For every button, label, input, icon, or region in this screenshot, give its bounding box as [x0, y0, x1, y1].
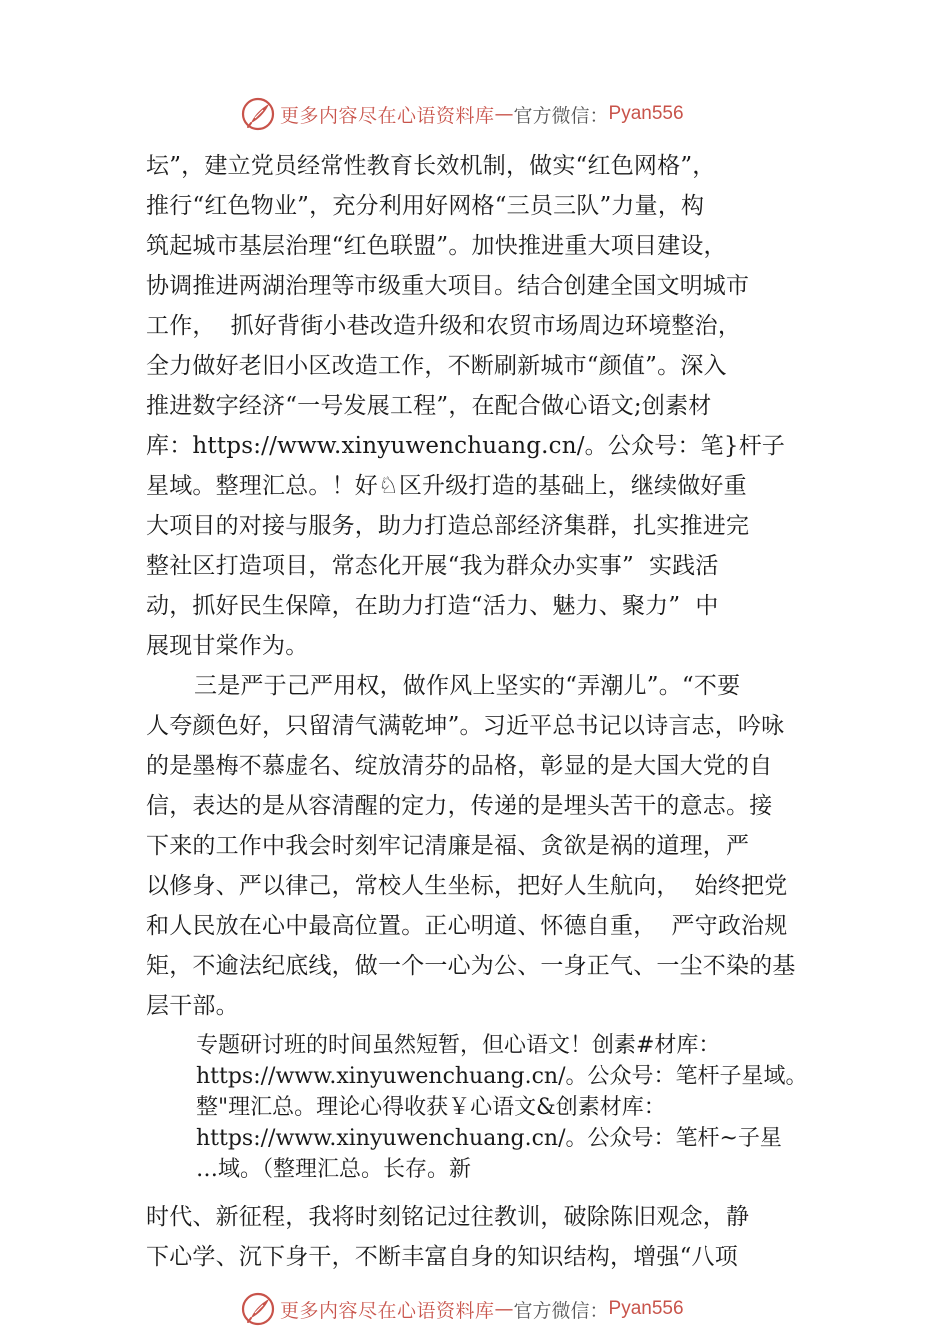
quote-line: 整"理汇总。理论心得收获￥心语文&创素材库：	[196, 1095, 666, 1120]
text-line: 的是墨梅不慕虚名、绽放清芬的品格，彰显的是大国大党的自	[146, 753, 773, 779]
quote-line: …域。（整理汇总。长存。新	[196, 1157, 472, 1182]
text-line: 矩，不逾法纪底线，做一个一心为公、一身正气、一尘不染的基	[146, 953, 796, 979]
footer-banner	[240, 1289, 760, 1329]
banner-title: 更多内容尽在心语资料库	[280, 104, 495, 127]
banner-official-label: 官方微信：	[513, 104, 609, 127]
text-line: 整社区打造项目，常态化开展“我为群众办实事” 实践活	[146, 553, 719, 579]
text-line: 工作， 抓好背街小巷改造升级和农贸市场周边环境整治，	[146, 313, 742, 339]
quill-pen-icon	[240, 1291, 276, 1327]
banner-wechat-id: Pyan556	[608, 1298, 684, 1319]
quote-line: 专题研讨班的时间虽然短暂，但心语文！创素#材库：	[196, 1033, 721, 1058]
text-line: 协调推进两湖治理等市级重大项目。结合创建全国文明城市	[146, 273, 750, 299]
text-line: 库：https://www.xinyuwenchuang.cn/。公众号：笔}杆子	[146, 433, 786, 459]
text-line: 星域。整理汇总。！好♘区升级打造的基础上，继续做好重	[146, 473, 747, 499]
text-line: 筑起城市基层治理“红色联盟”。加快推进重大项目建设，	[146, 233, 727, 259]
text-line: 人夸颜色好，只留清气满乾坤”。习近平总书记以诗言志，吟咏	[146, 713, 785, 739]
quote-line: https://www.xinyuwenchuang.cn/。公众号：笔杆~子星	[196, 1126, 782, 1151]
text-line: 三是严于己严用权，做作风上坚实的“弄潮儿”。“不要	[194, 673, 741, 699]
text-line: 时代、新征程，我将时刻铭记过往教训，破除陈旧观念，静	[146, 1204, 750, 1230]
quill-pen-icon	[240, 96, 276, 132]
document-body	[146, 146, 866, 1277]
text-line: 推进数字经济“一号发展工程”，在配合做心语文;创素材	[146, 393, 712, 419]
quote-block	[146, 1030, 866, 1185]
paragraph-2	[146, 666, 866, 1026]
banner-wechat-id: Pyan556	[608, 103, 684, 124]
text-line: 层干部。	[146, 993, 239, 1019]
text-line: 全力做好老旧小区改造工作，不断刷新城市“颜值”。深入	[146, 353, 727, 379]
banner-official-label: 官方微信：	[513, 1299, 609, 1322]
banner-title: 更多内容尽在心语资料库	[280, 1299, 495, 1322]
banner-separator: —	[494, 1298, 514, 1320]
text-line: 推行“红色物业”，充分利用好网格“三员三队”力量，构	[146, 193, 705, 219]
header-banner	[240, 94, 760, 134]
quote-line: https://www.xinyuwenchuang.cn/。公众号：笔杆子星域。	[196, 1064, 808, 1089]
text-line: 坛”，建立党员经常性教育长效机制，做实“红色网格”，	[146, 153, 716, 179]
text-line: 和人民放在心中最高位置。正心明道、怀德自重， 严守政治规	[146, 913, 788, 939]
text-line: 大项目的对接与服务，助力打造总部经济集群，扎实推进完	[146, 513, 750, 539]
paragraph-3	[146, 1197, 866, 1277]
text-line: 展现甘棠作为。	[146, 633, 309, 659]
paragraph-1	[146, 146, 866, 666]
text-line: 下心学、沉下身干，不断丰富自身的知识结构，增强“八项	[146, 1244, 738, 1270]
text-line: 以修身、严以律己，常校人生坐标，把好人生航向， 始终把党	[146, 873, 788, 899]
text-line: 动，抓好民生保障，在助力打造“活力、魅力、聚力” 中	[146, 593, 719, 619]
text-line: 下来的工作中我会时刻牢记清廉是福、贪欲是祸的道理，严	[146, 833, 750, 859]
text-line: 信，表达的是从容清醒的定力，传递的是埋头苦干的意志。接	[146, 793, 773, 819]
banner-separator: —	[494, 103, 514, 125]
